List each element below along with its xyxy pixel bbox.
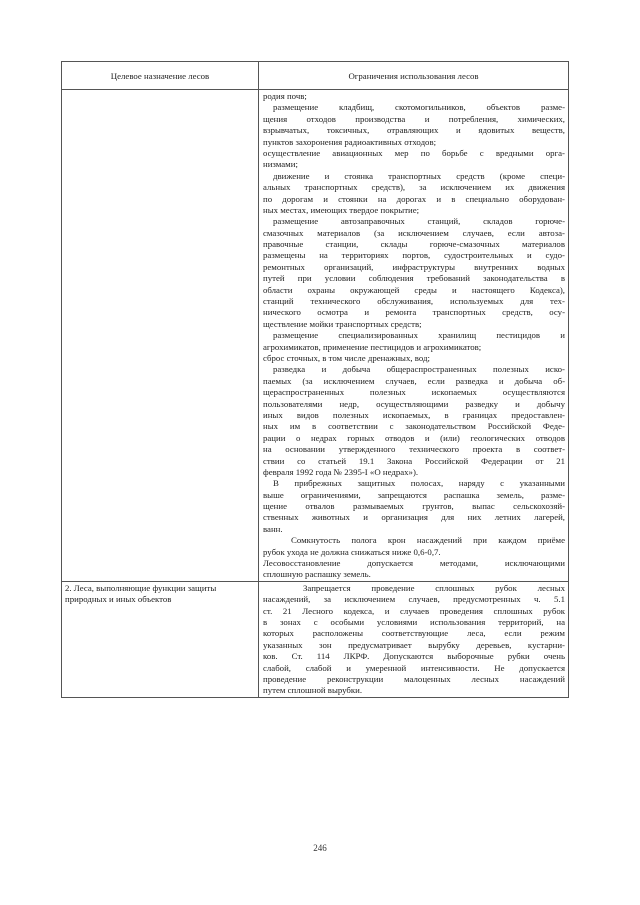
table-row [62,581,569,697]
row2-purpose-line: природных и иных объектов [65,594,172,605]
row1-restriction-line: щения отходов производства и потребления, химических, [263,113,565,124]
row1-restriction-line: осуществление авиационных мер по борьбе с вредными орга- [263,147,565,158]
row1-restriction-line: рубок ухода не должна снижаться ниже 0,6-0,7. [263,546,441,557]
row1-restriction-line: паемых (за исключением случаев, если разведка и добыча об- [263,375,565,386]
row1-restriction-line: пользователями недр, осуществляющими разведку и добычу [263,398,565,409]
row1-restriction-line: размещены на территориях портов, судостроительных и судо- [263,250,565,261]
row2-restriction-line: путем сплошной вырубки. [263,685,363,696]
row2-restriction-line: которых расположены соответствующие леса, если режим [263,628,565,639]
row1-purpose-cell [62,90,259,582]
row2-restriction-line: ст. 21 Лесного кодекса, и случаев проведения сплошных рубок [263,605,565,616]
page-number: 246 [313,843,327,853]
row1-restriction-line: альных транспортных средств), за исключением их движения [263,182,565,193]
row1-restriction-line: смазочных материалов (за исключением случаев, если автоза- [263,227,565,238]
row1-restriction-line: размещение специализированных хранилищ пестицидов и [273,330,565,341]
row1-restriction-line: щераспространенных полезных ископаемых осуществляются [263,387,565,398]
row1-restrictions-cell [259,90,569,582]
header-restrictions: Ограничения использования лесов [259,62,569,90]
row1-restriction-line: станций технического обслуживания, используемых для тех- [263,296,565,307]
row1-restriction-line: ствии со статьей 19.1 Закона Российской Федерации от 21 [263,455,565,466]
row1-restriction-line: иных видов полезных ископаемых, в границах предоставлен- [263,409,565,420]
row1-restriction-line: разведка и добыча общераспространенных полезных иско- [273,364,565,375]
row1-restriction-line: Сомкнутость полога крон насаждений при каждом приёме [291,535,565,546]
row1-restriction-line: размещение автозаправочных станций, складов горюче- [273,216,565,227]
row1-restriction-line: агрохимикатов, применение пестицидов и агрохимикатов; [263,341,482,352]
row1-restriction-line: ванн. [263,523,283,534]
row1-restriction-line: сброс сточных, в том числе дренажных, вод; [263,352,430,363]
row1-restriction-line: ремонтных организаций, инфраструктуры внутренних водных [263,261,565,272]
row1-restriction-line: ных им в соответствии с законодательством Российской Феде- [263,421,565,432]
row1-restriction-line: выше ограничениями, запрещаются распашка земель, разме- [263,489,565,500]
row1-restriction-line: правочные станции, склады горюче-смазочных материалов [263,239,565,250]
row2-restriction-line: слабой, слабой и умеренной интенсивности. Не допускается [263,662,565,673]
row1-restriction-line: пунктов захоронения радиоактивных отходов; [263,136,437,147]
row1-restriction-line: области охраны окружающей среды и настоящего Кодекса), [263,284,565,295]
table-header-row [62,62,569,90]
row2-restriction-line: насаждений, за исключением случаев, предусмотренных ч. 5.1 [263,594,565,605]
row1-restriction-line: сплошную распашку земель. [263,569,371,580]
row1-restriction-line: по дорогам и стоянки на дорогах и в специально оборудован- [263,193,565,204]
row2-purpose-cell [62,581,259,697]
row1-restriction-line: низмами; [263,159,298,170]
row1-restriction-line: рации о недрах горных отводов и (или) геологических отводов [263,432,565,443]
row1-restriction-line: В прибрежных защитных полосах, наряду с указанными [273,478,565,489]
row2-restrictions-cell [259,581,569,697]
row2-restriction-line: в зонах с особыми условиями использования территорий, на [263,616,565,627]
row1-restriction-line: ных местах, имеющих твердое покрытие; [263,204,420,215]
row1-restriction-line: нического осмотра и ремонта транспортных средств, осу- [263,307,565,318]
row2-restriction-line: Запрещается проведение сплошных рубок лесных [303,582,565,593]
row1-restriction-line: щение отвалов размываемых грунтов, выпас сельскохозяй- [263,501,565,512]
row2-restriction-line: указанных зон предусматривает вырубку деревьев, кустарни- [263,639,565,650]
row2-restriction-line: ков. Ст. 114 ЛКРФ. Допускаются выборочные рубки очень [263,651,565,662]
row1-restriction-line: ществление мойки транспортных средств; [263,318,422,329]
row1-restriction-line: ственных животных и организация для них летних лагерей, [263,512,565,523]
row1-restriction-line: размещение кладбищ, скотомогильников, объектов разме- [273,102,565,113]
row1-restriction-line: взрывчатых, токсичных, отравляющих и ядовитых веществ, [263,125,565,136]
row1-restriction-line: февраля 1992 года № 2395-I «О недрах»). [263,466,419,477]
row1-restriction-line: Лесовосстановление допускается методами, исключающими [263,558,565,569]
row1-restriction-line: на основании утвержденного технического проекта в соответ- [263,444,565,455]
row2-purpose-line: 2. Леса, выполняющие функции защиты [65,582,217,593]
row1-restriction-line: движение и стоянка транспортных средств (кроме специ- [273,170,565,181]
row2-restriction-line: проведение реконструкции малоценных лесных насаждений [263,673,565,684]
restrictions-table [61,61,569,698]
header-purpose: Целевое назначение лесов [62,62,259,90]
row1-restriction-line: родия почв; [263,91,307,101]
row1-restriction-line: путей при условии соблюдения требований законодательства в [263,273,565,284]
table-row [62,90,569,582]
